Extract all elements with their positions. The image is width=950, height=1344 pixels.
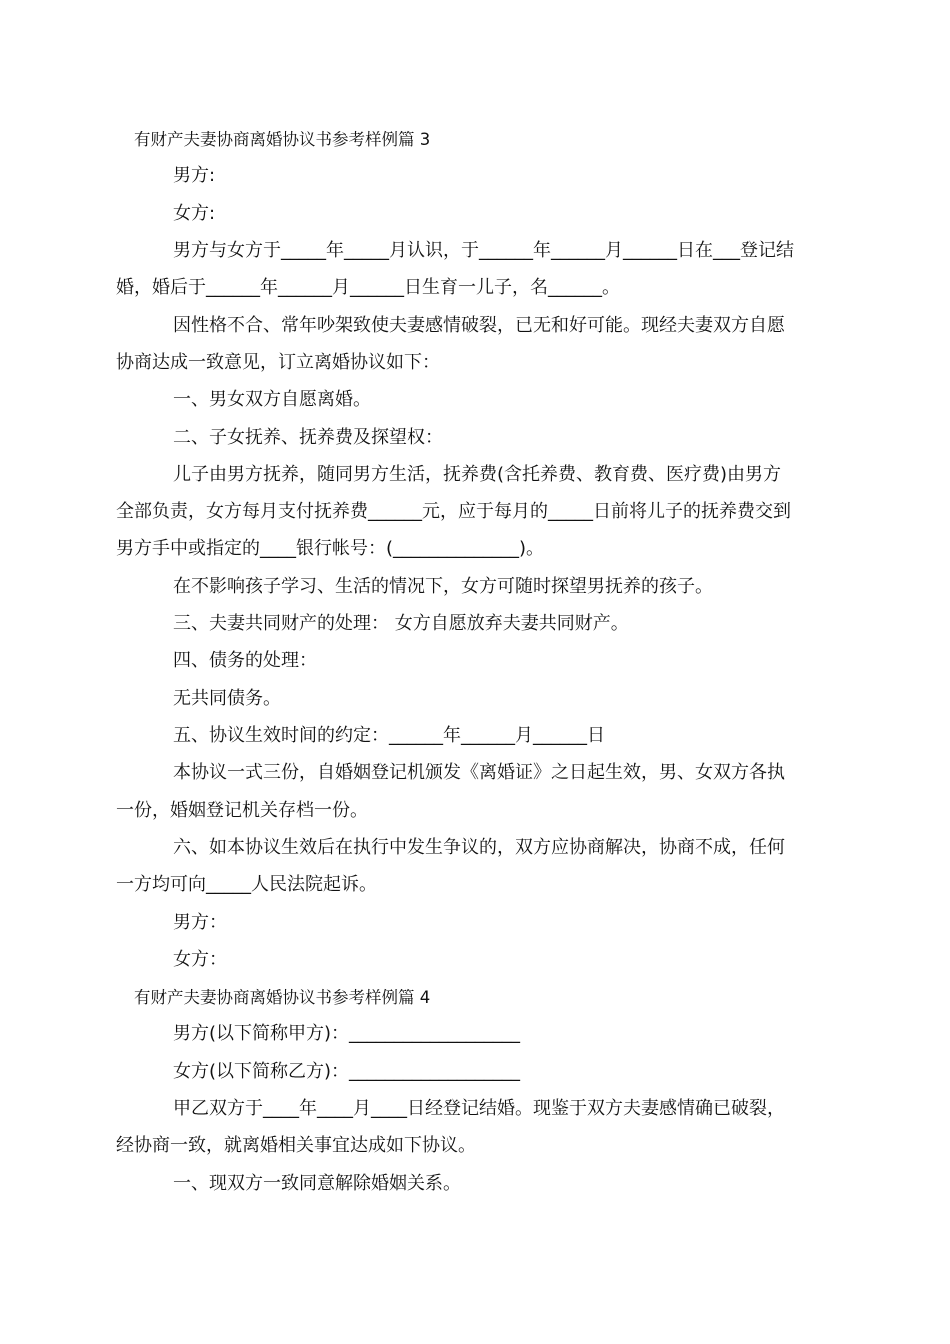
section4-party-b: 女方(以下简称乙方)：___________________	[173, 1061, 521, 1082]
section3-item5: 五、协议生效时间的约定：______年______月______日	[173, 725, 605, 746]
section3-p1-line2: 婚，婚后于______年______月______日生育一儿子，名______。	[116, 277, 620, 298]
section3-p7-line1: 六、如本协议生效后在执行中发生争议的，双方应协商解决，协商不成，任何	[173, 837, 785, 858]
section3-item3: 三、夫妻共同财产的处理： 女方自愿放弃夫妻共同财产。	[173, 613, 629, 634]
section3-p4: 在不影响孩子学习、生活的情况下，女方可随时探望男抚养的孩子。	[173, 576, 713, 597]
section4-party-a: 男方(以下简称甲方)：___________________	[173, 1023, 521, 1044]
section3-p3-line2: 全部负责，女方每月支付抚养费______元，应于每月的_____日前将儿子的抚养费交到	[116, 501, 791, 522]
section3-p1-line1: 男方与女方于_____年_____月认识，于______年______月______日在___登记结	[173, 240, 794, 261]
section4-p1-line1: 甲乙双方于____年____月____日经登记结婚。现鉴于双方夫妻感情确已破裂，	[173, 1098, 785, 1119]
section3-item4: 四、债务的处理：	[173, 650, 317, 671]
section3-sign-woman: 女方：	[173, 949, 227, 970]
section3-man-label: 男方:	[173, 165, 216, 186]
section3-p2-line2: 协商达成一致意见，订立离婚协议如下：	[116, 352, 440, 373]
section4-p1-line2: 经协商一致，就离婚相关事宜达成如下协议。	[116, 1135, 476, 1156]
section3-title: 有财产夫妻协商离婚协议书参考样例篇 3	[134, 130, 431, 149]
section3-p7-line2: 一方均可向_____人民法院起诉。	[116, 874, 377, 895]
section3-p5: 无共同债务。	[173, 688, 281, 709]
section4-title: 有财产夫妻协商离婚协议书参考样例篇 4	[134, 988, 431, 1007]
section3-p2-line1: 因性格不合、常年吵架致使夫妻感情破裂，已无和好可能。现经夫妻双方自愿	[173, 315, 785, 336]
section3-p3-line1: 儿子由男方抚养，随同男方生活，抚养费(含托养费、教育费、医疗费)由男方	[173, 464, 782, 485]
section3-item1: 一、男女双方自愿离婚。	[173, 389, 371, 410]
section3-sign-man: 男方：	[173, 912, 227, 933]
section3-woman-label: 女方:	[173, 203, 216, 224]
section3-p6-line1: 本协议一式三份，自婚姻登记机颁发《离婚证》之日起生效，男、女双方各执	[173, 762, 785, 783]
section3-item2: 二、子女抚养、抚养费及探望权：	[173, 427, 443, 448]
section3-p6-line2: 一份，婚姻登记机关存档一份。	[116, 800, 368, 821]
section3-p3-line3: 男方手中或指定的____银行帐号：(______________)。	[116, 538, 545, 559]
section4-item1: 一、现双方一致同意解除婚姻关系。	[173, 1173, 461, 1194]
